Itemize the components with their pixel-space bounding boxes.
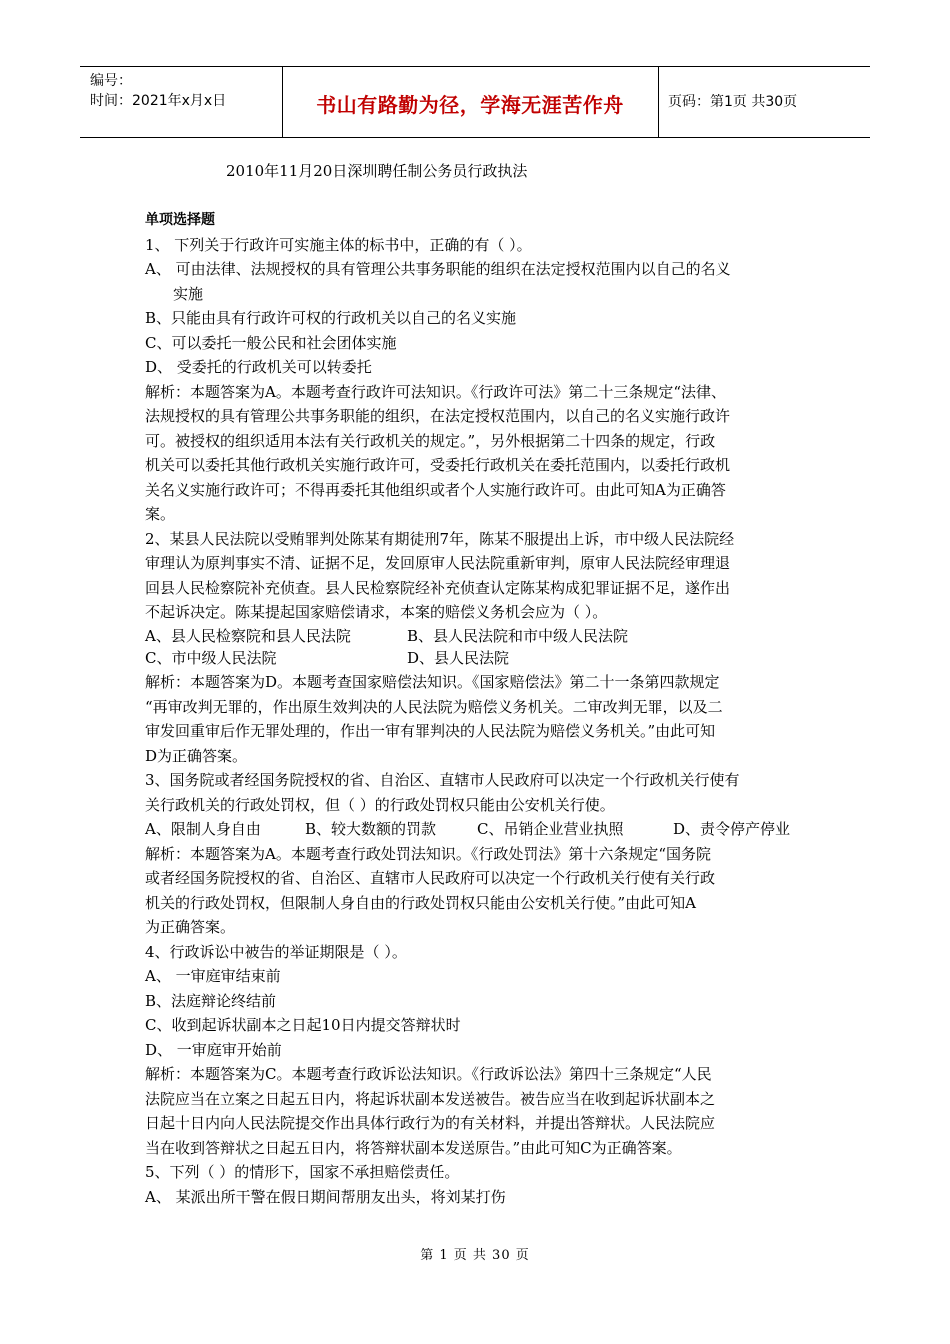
section-heading: 单项选择题	[145, 212, 215, 228]
time-label: 时间：2021年x月x日	[90, 93, 227, 109]
q3-analysis-line: 为正确答案。	[145, 918, 236, 936]
q1-analysis-line: 可。被授权的组织适用本法有关行政机关的规定。”，另外根据第二十四条的规定，行政	[145, 431, 716, 450]
q2-stem-line: 回县人民检察院补充侦查。县人民检察院经补充侦查认定陈某构成犯罪证据不足，遂作出	[145, 578, 731, 597]
header-right-cell	[658, 67, 870, 137]
q1-analysis-line: 解析：本题答案为A。本题考查行政许可法知识。《行政许可法》第二十三条规定“法律、	[145, 382, 727, 401]
q3-analysis-line: 解析：本题答案为A。本题考查行政处罚法知识。《行政处罚法》第十六条规定“国务院	[145, 844, 712, 863]
q2-analysis-line: D为正确答案。	[145, 746, 248, 765]
q3-option-a: A、限制人身自由	[145, 820, 261, 838]
q3-analysis-line: 机关的行政处罚权，但限制人身自由的行政处罚权只能由公安机关行使。”由此可知A	[145, 893, 697, 912]
q2-option-b: B、县人民法院和市中级人民法院	[407, 626, 629, 645]
q4-option-d: D、 一审庭审开始前	[145, 1040, 282, 1059]
q3-stem-line: 3、国务院或者经国务院授权的省、自治区、直辖市人民政府可以决定一个行政机关行使有	[145, 771, 740, 789]
page-footer: 第 1 页 共 30 页	[420, 1248, 530, 1263]
q5-option-a: A、 某派出所干警在假日期间帮朋友出头，将刘某打伤	[145, 1187, 506, 1206]
q1-option-c: C、可以委托一般公民和社会团体实施	[145, 333, 397, 352]
document-title: 2010年11月20日深圳聘任制公务员行政执法	[226, 162, 528, 180]
q4-analysis-line: 日起十日内向人民法院提交作出具体行政行为的有关材料，并提出答辩状。人民法院应	[145, 1114, 716, 1132]
q1-analysis-line: 法规授权的具有管理公共事务职能的组织，在法定授权范围内，以自己的名义实施行政许	[145, 407, 731, 425]
q4-option-b: B、法庭辩论终结前	[145, 991, 277, 1010]
q1-option-d: D、 受委托的行政机关可以转委托	[145, 358, 372, 376]
page-header	[80, 66, 870, 138]
q1-analysis-line: 关名义实施行政许可；不得再委托其他组织或者个人实施行政许可。由此可知A为正确答	[145, 480, 726, 499]
motto-text: 书山有路勤为径，学海无涯苦作舟	[316, 93, 624, 117]
q2-stem-line: 2、某县人民法院以受贿罪判处陈某有期徒刑7年，陈某不服提出上诉，市中级人民法院经	[145, 529, 735, 548]
document-body	[145, 208, 813, 1209]
q1-stem: 1、 下列关于行政许可实施主体的标书中，正确的有（ ）。	[145, 235, 532, 254]
q5-stem: 5、下列（ ）的情形下，国家不承担赔偿责任。	[145, 1163, 460, 1181]
q2-stem-line: 审理认为原判事实不清、证据不足，发回原审人民法院重新审判，原审人民法院经审理退	[145, 554, 731, 572]
q2-analysis-line: “再审改判无罪的，作出原生效判决的人民法院为赔偿义务机关。二审改判无罪，以及二	[145, 697, 723, 716]
q2-options-row-1	[145, 625, 813, 646]
q4-option-c: C、收到起诉状副本之日起10日内提交答辩状时	[145, 1016, 461, 1034]
q1-option-b: B、只能由具有行政许可权的行政机关以自己的名义实施	[145, 309, 517, 327]
q3-analysis-line: 或者经国务院授权的省、自治区、直辖市人民政府可以决定一个行政机关行使有关行政	[145, 869, 716, 887]
q1-analysis-line: 机关可以委托其他行政机关实施行政许可，受委托行政机关在委托范围内，以委托行政机	[145, 456, 731, 474]
header-motto-cell	[282, 67, 659, 137]
q2-analysis-line: 审发回重审后作无罪处理的，作出一审有罪判决的人民法院为赔偿义务机关。”由此可知	[145, 722, 716, 740]
q3-option-b: B、较大数额的罚款	[305, 820, 437, 838]
code-label: 编号：	[90, 73, 132, 89]
q3-option-d: D、责令停产停业	[673, 820, 791, 838]
q2-option-a: A、县人民检察院和县人民法院	[145, 626, 351, 645]
q4-analysis-line: 解析：本题答案为C。本题考查行政诉讼法知识。《行政诉讼法》第四十三条规定“人民	[145, 1065, 712, 1083]
q2-options-row-2	[145, 646, 813, 671]
q4-stem: 4、行政诉讼中被告的举证期限是（ ）。	[145, 942, 407, 961]
q1-analysis-line: 案。	[145, 505, 176, 523]
q3-options-row	[145, 817, 813, 842]
q1-option-a-cont: 实施	[173, 284, 204, 303]
q2-option-c: C、市中级人民法院	[145, 648, 277, 667]
q1-option-a: A、 可由法律、法规授权的具有管理公共事务职能的组织在法定授权范围内以自己的名义	[145, 260, 731, 278]
q2-analysis-line: 解析：本题答案为D。本题考查国家赔偿法知识。《国家赔偿法》第二十一条第四款规定	[145, 673, 720, 691]
q4-option-a: A、 一审庭审结束前	[145, 967, 281, 985]
q3-option-c: C、吊销企业营业执照	[477, 820, 624, 838]
header-left-cell	[80, 67, 283, 137]
q2-option-d: D、县人民法院	[407, 648, 510, 667]
q3-stem-line: 关行政机关的行政处罚权，但（ ）的行政处罚权只能由公安机关行使。	[145, 795, 615, 814]
q4-analysis-line: 当在收到答辩状之日起五日内，将答辩状副本发送原告。”由此可知C为正确答案。	[145, 1138, 682, 1157]
q2-stem-line: 不起诉决定。陈某提起国家赔偿请求，本案的赔偿义务机会应为（ ）。	[145, 603, 608, 621]
page-label: 页码：第1页 共30页	[668, 94, 798, 110]
q4-analysis-line: 法院应当在立案之日起五日内，将起诉状副本发送被告。被告应当在收到起诉状副本之	[145, 1089, 716, 1108]
